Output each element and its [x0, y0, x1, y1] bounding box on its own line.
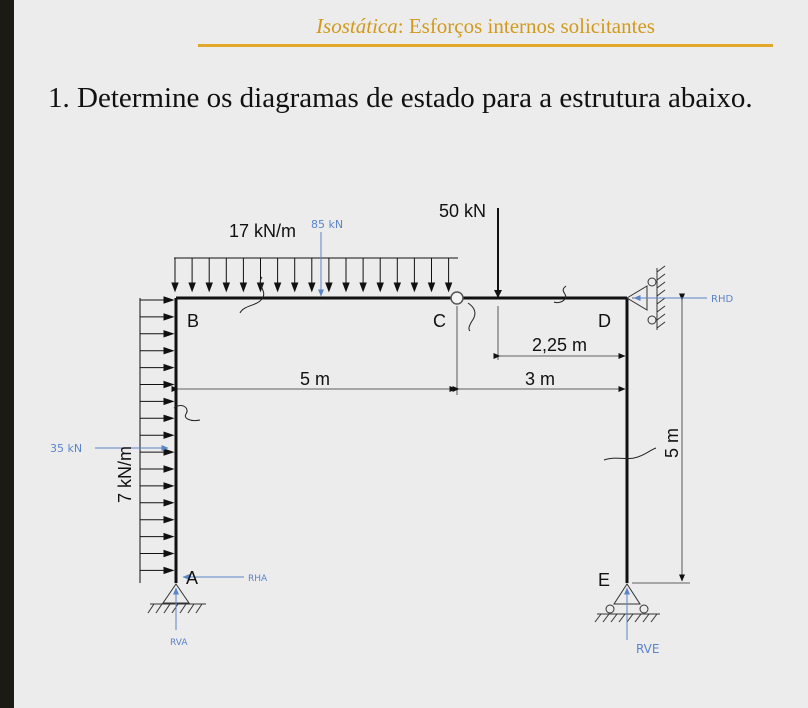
question-number: 1. — [48, 82, 70, 114]
node-label-a: A — [186, 568, 199, 588]
node-label-e: E — [598, 570, 611, 590]
left-load-arrowhead — [164, 365, 173, 371]
left-load-arrowhead — [164, 415, 173, 421]
header-title-rest: : Esforços internos solicitantes — [397, 14, 655, 38]
header-title-italic: Isostática — [316, 14, 398, 38]
top-load-arrowhead — [275, 283, 281, 291]
load-label-left: 7 kN/m — [115, 445, 135, 503]
top-load-arrowhead — [172, 283, 178, 291]
annotation-resultant-top: 85 kN — [311, 218, 344, 231]
left-load-arrowhead — [164, 551, 173, 557]
dim-label-offset: 2,25 m — [532, 335, 588, 355]
top-load-arrowhead — [377, 283, 383, 291]
top-load-arrowhead — [394, 283, 400, 291]
load-label-point: 50 kN — [439, 201, 487, 221]
left-load-arrowhead — [164, 331, 173, 337]
left-load-arrowhead — [164, 314, 173, 320]
annotation-reaction-ve: RVE — [636, 642, 660, 656]
node-label-c: C — [433, 311, 446, 331]
top-load-arrowhead — [189, 283, 195, 291]
left-load-arrowhead — [164, 348, 173, 354]
left-load-arrowhead — [164, 466, 173, 472]
dim-label-cd: 3 m — [525, 369, 556, 389]
left-load-arrowhead — [164, 449, 173, 455]
annotation-reaction-va: RVA — [170, 638, 188, 648]
dim-label-height: 5 m — [662, 427, 682, 458]
node-label-b: B — [187, 311, 200, 331]
left-load-arrowhead — [164, 567, 173, 573]
top-load-arrowhead — [309, 283, 315, 291]
section-cuts — [174, 277, 656, 460]
top-load-arrowhead — [240, 283, 246, 291]
dimension-lines — [178, 298, 690, 583]
annotation-resultant-left: 35 kN — [50, 442, 83, 455]
left-load-arrowhead — [164, 297, 173, 303]
top-load-arrowhead — [411, 283, 417, 291]
annotation-reaction-ha: RHA — [248, 574, 268, 584]
top-load-arrowhead — [343, 283, 349, 291]
top-load-arrowhead — [326, 283, 332, 291]
annotation-reaction-hd: RHD — [711, 294, 734, 305]
left-load-arrowhead — [164, 534, 173, 540]
question-body: Determine os diagramas de estado para a estrutura abaixo. — [77, 82, 753, 114]
left-load-arrowhead — [164, 517, 173, 523]
support-a — [148, 584, 206, 613]
load-label-top: 17 kN/m — [229, 221, 297, 241]
left-load-arrowhead — [164, 432, 173, 438]
dim-label-bc: 5 m — [300, 369, 331, 389]
left-load-arrowhead — [164, 483, 173, 489]
left-load-arrowhead — [164, 500, 173, 506]
top-load-arrowhead — [206, 283, 212, 291]
left-load-arrowhead — [164, 382, 173, 388]
top-distributed-load — [172, 258, 458, 291]
left-distributed-load — [140, 297, 173, 583]
top-load-arrowhead — [292, 283, 298, 291]
top-load-arrowhead — [223, 283, 229, 291]
node-label-d: D — [598, 311, 611, 331]
left-load-arrowhead — [164, 398, 173, 404]
top-load-arrowhead — [429, 283, 435, 291]
hinge-c — [451, 292, 463, 304]
top-load-arrowhead — [446, 283, 452, 291]
top-load-arrowhead — [360, 283, 366, 291]
